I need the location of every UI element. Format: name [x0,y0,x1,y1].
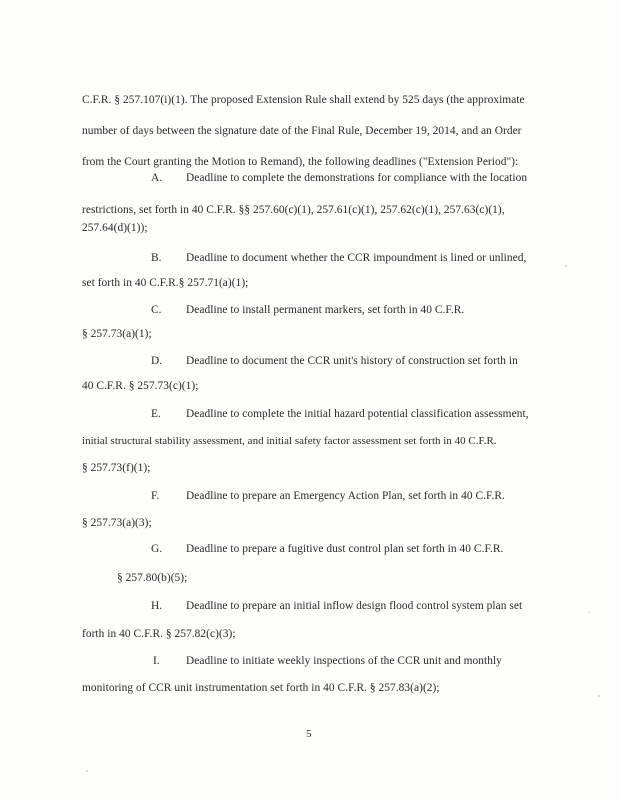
item-c-label: C. [151,304,162,316]
item-f-line-2: § 257.73(a)(3); [82,517,152,529]
item-d-line-2: 40 C.F.R. § 257.73(c)(1); [82,380,199,392]
intro-line-1: C.F.R. § 257.107(i)(1). The proposed Extension Rule shall extend by 525 days (the approximate [82,94,525,106]
item-b-line-2: set forth in 40 C.F.R.§ 257.71(a)(1); [82,277,249,289]
item-f-line-1: Deadline to prepare an Emergency Action Plan, set forth in 40 C.F.R. [186,490,505,502]
item-c-line-1: Deadline to install permanent markers, set forth in 40 C.F.R. [186,304,465,316]
scan-speck [86,770,88,772]
item-a-line-3: 257.64(d)(1)); [82,222,148,234]
item-e-line-1: Deadline to complete the initial hazard potential classification assessment, [186,408,529,420]
intro-line-2: number of days between the signature date of the Final Rule, December 19, 2014, and an Order [82,125,522,137]
intro-line-3: from the Court granting the Motion to Remand), the following deadlines ("Extension Period"): [82,156,519,168]
item-i-line-1: Deadline to initiate weekly inspections of the CCR unit and monthly [186,655,502,667]
scan-speck [565,265,567,267]
item-e-line-2: initial structural stability assessment, and initial safety factor assessment set forth in 40 C.F.R. [82,435,497,447]
item-d-line-1: Deadline to document the CCR unit's history of construction set forth in [186,355,518,367]
item-a-line-2: restrictions, set forth in 40 C.F.R. §§ 257.60(c)(1), 257.61(c)(1), 257.62(c)(1), 257.63(c)(1), [82,204,505,216]
item-b-label: B. [151,252,162,264]
item-g-line-2: § 257.80(b)(5); [117,572,188,584]
item-e-line-3: § 257.73(f)(1); [82,462,151,474]
item-h-line-2: forth in 40 C.F.R. § 257.82(c)(3); [82,628,236,640]
item-g-label: G. [151,543,163,555]
scan-speck [588,612,590,613]
item-h-line-1: Deadline to prepare an initial inflow design flood control system plan set [186,600,523,612]
item-a-line-1: Deadline to complete the demonstrations for compliance with the location [186,172,528,184]
item-h-label: H. [151,600,163,612]
scan-speck [598,695,600,697]
page-number: 5 [306,728,312,740]
item-b-line-1: Deadline to document whether the CCR impoundment is lined or unlined, [186,252,527,264]
item-g-line-1: Deadline to prepare a fugitive dust control plan set forth in 40 C.F.R. [186,543,504,555]
item-e-label: E. [151,408,161,420]
item-c-line-2: § 257.73(a)(1); [82,328,152,340]
item-a-label: A. [151,172,163,184]
item-d-label: D. [151,355,163,367]
item-f-label: F. [151,490,160,502]
item-i-label: I. [153,655,160,667]
item-i-line-2: monitoring of CCR unit instrumentation set forth in 40 C.F.R. § 257.83(a)(2); [82,682,440,694]
